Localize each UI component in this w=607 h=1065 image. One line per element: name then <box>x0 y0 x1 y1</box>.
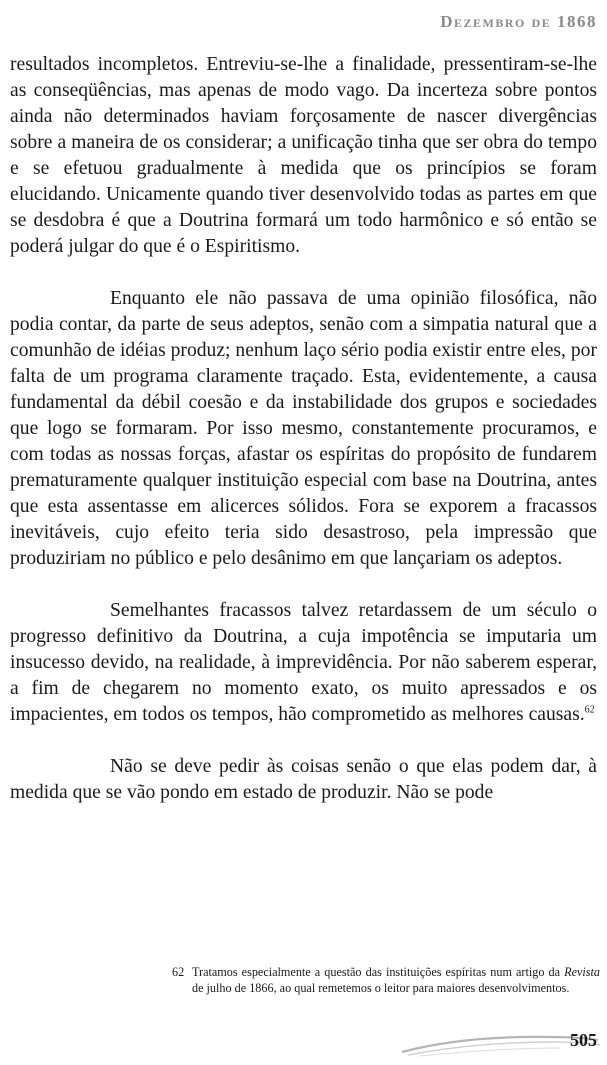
body-text <box>10 52 597 806</box>
running-header: Dezembro de 1868 <box>440 12 597 31</box>
footnote-text-end: de julho de 1866, ao qual remetemos o leitor para maiores desenvolvimentos. <box>192 981 570 995</box>
footnote-italic-title: Revista <box>564 965 600 979</box>
footnote-reference[interactable]: 62 <box>584 704 595 716</box>
paragraph-3 <box>10 598 597 728</box>
paragraph-1: resultados incompletos. Entreviu-se-lhe a finalidade, pressentiram-se-lhe as conseqüências, mas apenas de modo vago. Da incerteza sobre pontos ainda não determinados haviam forçosamente de nascer divergências sobre a maneira de os considerar; a unificação tinha que ser obra do tempo e se efetuou gradualmente à medida que os princípios se foram elucidando. Unicamente quando tiver desenvolvido todas as partes em que se desdobra é que a Doutrina formará um todo harmônico e só então se poderá julgar do que é o Espiritismo. <box>10 54 597 257</box>
paragraph-3-text: Semelhantes fracassos talvez retardassem de um século o progresso definitivo da Doutrina, a cuja impotência se imputaria um insucesso devido, na realidade, à imprevidência. Por não saberem esperar, a fim de chegarem no momento exato, os muito apressados e os impacientes, em todos os tempos, hão comprometido as melhores causas. <box>10 600 597 725</box>
page-number: 505 <box>570 1030 597 1050</box>
paragraph-2: Enquanto ele não passava de uma opinião filosófica, não podia contar, da parte de seus adeptos, senão com a simpatia natural que a comunhão de idéias produz; nenhum laço sério podia existir entre eles, por falta de um programa claramente traçado. Esta, evidentemente, a causa fundamental da débil coesão e da instabilidade dos grupos e sociedades que logo se formaram. Por isso mesmo, constantemente procuramos, e com todas as nossas forças, afastar os espíritas do propósito de fundarem prematuramente qualquer instituição especial com base na Doutrina, antes que esta assentasse em alicerces sólidos. Fora se exporem a fracassos inevitáveis, cujo efeito teria sido desastroso, pela impressão que produziriam no público e pelo desânimo em que lançariam os adeptos. <box>10 288 597 569</box>
footnote-body <box>192 964 600 996</box>
paragraph-4: Não se deve pedir às coisas senão o que elas podem dar, à medida que se vão pondo em estado de produzir. Não se pode <box>10 756 597 803</box>
footnote-number: 62 <box>172 965 185 979</box>
footnote <box>172 964 600 996</box>
footnote-text-start: Tratamos especialmente a questão das instituições espíritas num artigo da <box>192 965 565 979</box>
